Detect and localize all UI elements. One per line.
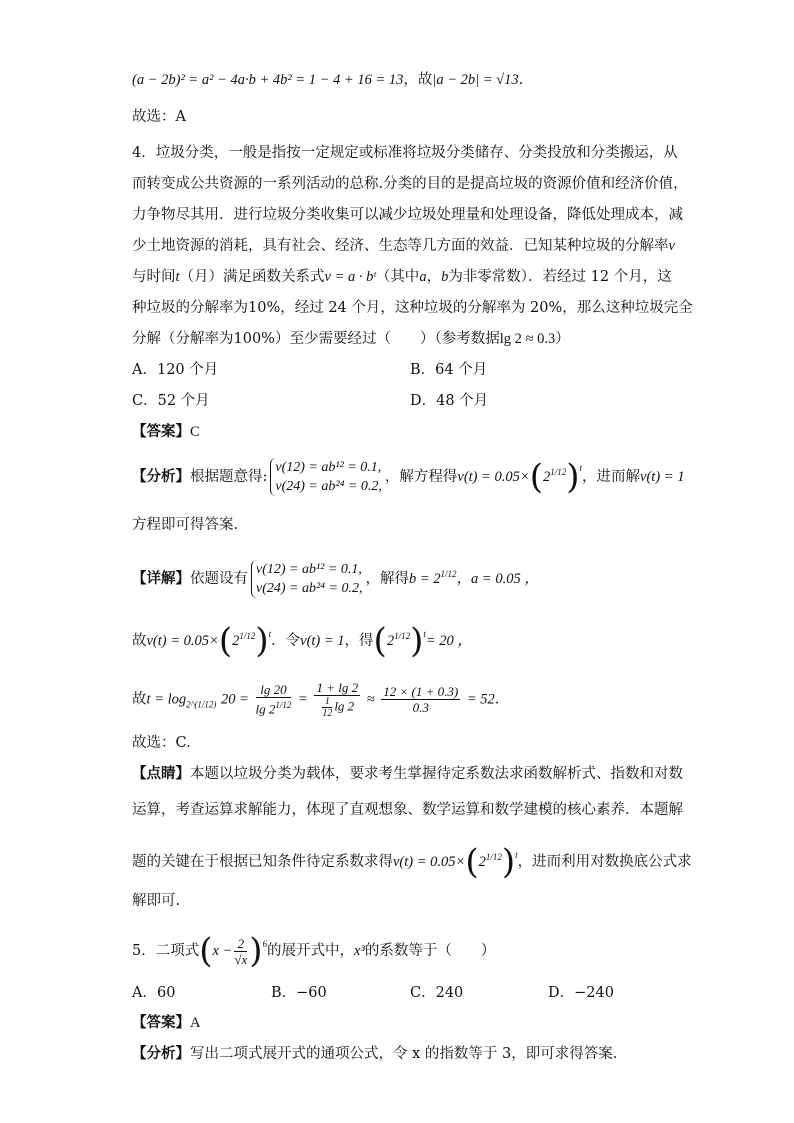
q4-analysis-pre: 根据题意得: bbox=[190, 469, 268, 485]
q4-detail-l4-approx: ≈ bbox=[366, 691, 375, 708]
q4-comment-paren-open: ( bbox=[465, 842, 479, 882]
q4-detail-l3-paren-open: ( bbox=[218, 621, 233, 661]
q4-stem-text-5e: 为非零常数）．若经过 12 个月，这 bbox=[448, 269, 672, 285]
q4-comment-text-3b: ，进而利用对数换底公式求 bbox=[517, 854, 692, 870]
q4-detail-frac-1-den-wrap bbox=[256, 698, 292, 716]
q5-option-d: D．−240 bbox=[548, 985, 614, 1001]
q4-detail-line-1 bbox=[132, 560, 539, 598]
q4-option-a: A．120 个月 bbox=[132, 362, 219, 378]
q4-stem-line-3: 力争物尽其用．进行垃圾分类收集可以减少垃圾处理量和处理设备，降低处理成本，减 bbox=[132, 207, 683, 223]
q4-analysis-exp-t: t bbox=[579, 463, 583, 473]
q4-detail-tag: 【详解】 bbox=[132, 570, 190, 587]
q4-detail-frac-3 bbox=[381, 684, 460, 715]
q5-stem-x: x − bbox=[212, 943, 233, 959]
q5-stem-frac-num: 2 bbox=[234, 936, 247, 952]
q4-detail-frac-1-12-num: 1 bbox=[322, 696, 332, 708]
q4-detail-system bbox=[251, 560, 363, 598]
q4-comment-base-exp: 1/12 bbox=[485, 852, 502, 863]
q4-detail-b-exp: 1/12 bbox=[440, 569, 457, 580]
q4-detail-l3-base: $2^{1/12}$ bbox=[232, 631, 256, 649]
q4-stem-line-7 bbox=[132, 329, 570, 349]
q5-analysis-tag: 【分析】 bbox=[132, 1045, 190, 1062]
q4-comment-exp-t: t bbox=[515, 850, 518, 860]
q4-detail-frac-3-num: 12 × (1 + 0.3) bbox=[383, 684, 459, 699]
q5-answer-value: A bbox=[190, 1015, 201, 1031]
q5-analysis-line bbox=[132, 1044, 617, 1064]
q4-analysis-line bbox=[132, 458, 684, 496]
q4-detail-pre: 依题设有 bbox=[190, 571, 248, 587]
q4-analysis-paren-close: ) bbox=[566, 457, 580, 497]
q4-detail-l3-mid: ．令 bbox=[271, 633, 301, 649]
q4-detail-l4-log-base: 2^(1/12) bbox=[186, 699, 217, 710]
q4-detail-frac-2-num: 1 + lg 2 bbox=[316, 680, 359, 695]
q4-detail-l3-paren-open-2: ( bbox=[373, 621, 387, 661]
q4-sym-t: t bbox=[175, 269, 180, 285]
q4-answer-value: C bbox=[190, 424, 200, 440]
q4-ref-data: lg 2 ≈ 0.3 bbox=[499, 331, 556, 347]
q4-detail-frac-1-12 bbox=[322, 696, 332, 719]
q4-detail-l3-vt1: v(t) = 1 bbox=[300, 633, 345, 649]
q4-detail-l3-mid2: ，得 bbox=[344, 633, 374, 649]
q4-stem-text-5a: 与时间 bbox=[132, 269, 176, 285]
q5-answer-tag: 【答案】 bbox=[132, 1014, 190, 1031]
q4-detail-frac-2 bbox=[314, 680, 360, 719]
q3-formula-line: (a − 2b)² = a² − 4a·b + 4b² = 1 − 4 + 16 = 13，故|a − 2b| = √13. bbox=[132, 72, 524, 88]
q4-option-b: B．64 个月 bbox=[410, 362, 488, 378]
q4-analysis-tag: 【分析】 bbox=[132, 468, 190, 485]
q5-stem-end: 的系数等于（ ） bbox=[364, 943, 496, 959]
q4-detail-l4-log: t = log bbox=[146, 691, 187, 708]
q4-detail-l3-exp-t: t bbox=[268, 629, 272, 639]
q3-answer: 故选：A bbox=[132, 109, 186, 125]
q4-comment-line-4: 解即可. bbox=[132, 893, 181, 909]
q4-choose: 故选：C. bbox=[132, 735, 191, 751]
q4-detail-l3-vt: v(t) = 0.05× bbox=[146, 633, 219, 649]
q5-stem-pre: 5．二项式 bbox=[132, 943, 200, 959]
q4-comment-line-2: 运算，考查运算求解能力，体现了直观想象、数学运算和数学建模的核心素养．本题解 bbox=[132, 802, 683, 818]
q4-detail-l4-result: = 52 bbox=[466, 691, 495, 708]
q4-detail-l4-eq-1: = bbox=[298, 691, 308, 708]
q4-stem-line-5 bbox=[132, 267, 672, 287]
q4-detail-l3-pre: 故 bbox=[132, 633, 147, 649]
q4-detail-l3-post: = 20 ， bbox=[425, 633, 472, 649]
q4-answer-tag: 【答案】 bbox=[132, 423, 190, 440]
q5-stem-frac-den: √x bbox=[234, 951, 248, 967]
q4-detail-frac-2-den-text: lg 2 bbox=[334, 698, 355, 714]
q4-stem-text-5c: （其中 bbox=[375, 269, 420, 285]
q4-stem-text-4: 少土地资源的消耗，具有社会、经济、生态等几方面的效益．已知某种垃圾的分解率 bbox=[132, 238, 669, 254]
q4-analysis-base-exp: 1/12 bbox=[550, 467, 567, 478]
q4-detail-l3-base-2: $2^{1/12}$ bbox=[386, 631, 411, 649]
q4-detail-l3-base-exp: 1/12 bbox=[239, 631, 256, 642]
q4-detail-l3-paren-close: ) bbox=[255, 621, 269, 661]
q4-analysis-line-2: 方程即可得答案. bbox=[132, 517, 239, 533]
q4-detail-l4-pre: 故 bbox=[132, 691, 147, 708]
q4-detail-mid: ，解得 bbox=[365, 571, 409, 587]
q4-comment-paren-close: ) bbox=[501, 842, 516, 882]
q5-stem-pow: 6 bbox=[262, 939, 268, 949]
q4-sym-b: b bbox=[441, 269, 449, 285]
q4-detail-frac-3-den: 0.3 bbox=[412, 700, 429, 715]
q4-stem-line-1: 4．垃圾分类，一般是指按一定规定或标准将垃圾分类储存、分类投放和分类搬运，从 bbox=[132, 145, 678, 161]
q5-stem-frac bbox=[234, 936, 247, 967]
q3-formula: (a − 2b)² = a² − 4a·b + 4b² = 1 − 4 + 16 = 13 bbox=[132, 72, 404, 88]
q5-option-c: C．240 bbox=[410, 985, 464, 1001]
q3-conclusion-prefix: ，故 bbox=[403, 72, 433, 88]
q4-stem-line-4 bbox=[132, 236, 675, 256]
q4-stem-line-2: 而转变成公共资源的一系列活动的总称.分类的目的是提高垃圾的资源价值和经济价值， bbox=[132, 176, 688, 192]
q4-detail-line-2 bbox=[132, 621, 472, 661]
q4-analysis-mid: ，解方程得 bbox=[384, 469, 458, 485]
q4-detail-frac-1-den: lg 2 bbox=[255, 701, 276, 717]
q4-detail-l3-paren-close-2: ) bbox=[410, 621, 424, 661]
q4-stem-line-6: 种垃圾的分解率为10%，经过 24 个月，这种垃圾的分解率为 20%，那么这种垃圾完全 bbox=[132, 300, 693, 316]
q4-detail-l3-exp-t-2: t bbox=[423, 629, 426, 639]
q4-detail-eq2: v(24) = ab²⁴ = 0.2, bbox=[256, 581, 363, 596]
q5-stem-line bbox=[132, 931, 496, 971]
q4-stem-text-7: 分解（分解率为100%）至少需要经过（ ）（参考数据 bbox=[132, 331, 500, 347]
q4-analysis-base: $2^{1/12}$ bbox=[542, 467, 567, 485]
q5-answer-line bbox=[132, 1013, 200, 1033]
q4-analysis-eq2: v(24) = ab²⁴ = 0.2, bbox=[275, 479, 382, 494]
q4-comment-line-1 bbox=[132, 764, 683, 784]
q4-detail-eq1: v(12) = ab¹² = 0.1, bbox=[256, 562, 362, 577]
q3-conclusion: |a − 2b| = √13 bbox=[432, 72, 519, 88]
q4-detail-l4-20: 20 = bbox=[221, 691, 249, 708]
q4-ref-close: ） bbox=[555, 331, 570, 347]
q4-detail-l3-base-2-exp: 1/12 bbox=[394, 631, 411, 642]
q5-stem-post: 的展开式中， bbox=[267, 943, 355, 959]
q4-comment-text-1: 本题以垃圾分类为载体，要求考生掌握待定系数法求函数解析式、指数和对数 bbox=[190, 766, 683, 782]
q4-sym-a: a bbox=[419, 269, 427, 285]
q4-stem-text-5b: （月）满足函数关系式 bbox=[179, 269, 325, 285]
q5-stem-x3: x³ bbox=[354, 943, 365, 959]
q4-analysis-system bbox=[270, 458, 382, 496]
q4-option-d: D．48 个月 bbox=[410, 393, 489, 409]
q4-detail-a-eq: ，a = 0.05 ， bbox=[456, 571, 539, 587]
q4-detail-frac-1-12-den: 12 bbox=[322, 708, 333, 719]
q4-comment-line-3 bbox=[132, 842, 692, 882]
q4-analysis-paren-open: ( bbox=[529, 457, 543, 497]
q4-analysis-vt1: v(t) = 1 bbox=[640, 469, 685, 485]
q4-stem-text-5d: ， bbox=[426, 269, 442, 285]
q5-option-b: B．−60 bbox=[271, 985, 327, 1001]
q5-analysis-text: 写出二项式展开式的通项公式，令 x 的指数等于 3，即可求得答案. bbox=[190, 1046, 618, 1062]
q4-analysis-post: ，进而解 bbox=[582, 469, 641, 485]
q5-paren-open: ( bbox=[199, 931, 213, 971]
q4-detail-line-3: 故$t = \log_{2\^{}(1/12)} 20$ = $\frac{\lg 20}{\lg 2^{1/12}}$ = 1 + lg 2 $\frac{1}{12}$ lg 2 ≈ $\frac{12 \times (1 + 0.3)}{0.3}$ = 52. bbox=[132, 680, 500, 719]
q4-comment-base: $2^{1/12}$ bbox=[478, 852, 502, 870]
q4-sym-v: v bbox=[668, 238, 675, 254]
q4-detail-b-eq: b = 2 bbox=[409, 571, 441, 587]
q4-detail-frac-1-num: lg 20 bbox=[256, 682, 292, 698]
q4-detail-frac-2-den bbox=[314, 696, 360, 719]
q4-comment-vt: v(t) = 0.05× bbox=[393, 854, 466, 870]
q4-detail-frac-1 bbox=[256, 682, 292, 716]
q4-comment-text-3a: 题的关键在于根据已知条件待定系数求得 bbox=[132, 854, 393, 870]
q4-detail-frac-1-den-exp: 1/12 bbox=[275, 700, 292, 711]
q4-sym-func: v = a · bᵗ bbox=[324, 269, 376, 285]
q4-comment-tag: 【点睛】 bbox=[132, 765, 190, 782]
q4-option-c: C．52 个月 bbox=[132, 393, 210, 409]
q4-analysis-eq1: v(12) = ab¹² = 0.1, bbox=[275, 460, 382, 475]
q5-option-a: A．60 bbox=[132, 985, 176, 1001]
q4-answer-line bbox=[132, 422, 200, 442]
q4-analysis-vt: v(t) = 0.05× bbox=[457, 469, 530, 485]
q5-paren-close: ) bbox=[249, 931, 263, 971]
